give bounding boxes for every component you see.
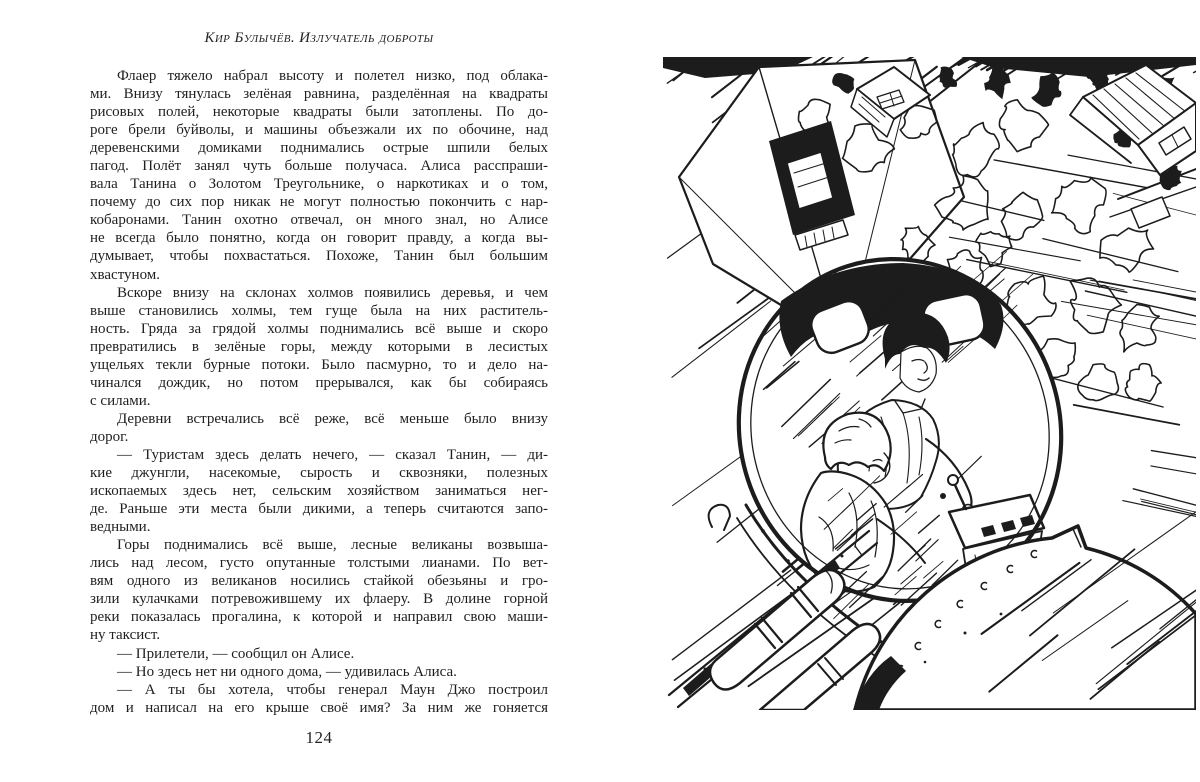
text-line: Вскоре внизу на склонах холмов появились деревья, и чем bbox=[117, 284, 548, 301]
mirror-handle bbox=[709, 505, 730, 530]
text-line: ность. Гряда за грядой холмы поднимались всё выше и скоро bbox=[90, 320, 548, 337]
text-line: превратились в зелёные горы, между которыми в лесистых bbox=[90, 338, 548, 355]
text-line: дорог. bbox=[90, 428, 129, 445]
field-lines bbox=[1123, 451, 1196, 528]
text-line: ископаемых здесь нет, сельским хозяйством заниматься нег- bbox=[90, 483, 548, 500]
right-page bbox=[663, 57, 1196, 710]
village-house-3 bbox=[1110, 169, 1196, 228]
text-line: деревенскими домиками поднимались острые шпили белых bbox=[90, 140, 548, 157]
text-line: кобаронами. Танин охотно отвечал, он много знал, но Алисе bbox=[90, 212, 548, 229]
text-line: ущельях текли бурные потоки. Было пасмурно, то и дело на- bbox=[90, 356, 548, 373]
text-line: рисовых полей, некоторые квадраты были затоплены. По до- bbox=[90, 104, 548, 121]
text-line: роге брели буйволы, и машины объезжали их по обочине, над bbox=[90, 122, 548, 139]
text-line: хвастуном. bbox=[90, 266, 161, 283]
text-line: почему до сих пор никак не могут полностью покончить с нар- bbox=[90, 194, 548, 211]
text-line: зили кулачками потревожившему их флаеру. В долине горной bbox=[90, 591, 548, 608]
text-line: де. Раньше эти места были дикими, а теперь считаются запо- bbox=[90, 501, 548, 518]
running-header: Кир Булычёв. Излучатель доброты bbox=[204, 30, 434, 46]
text-line: не всегда было понятно, когда он говорит правду, а когда вы- bbox=[90, 230, 548, 247]
text-line: дом и написал на его крыше своё имя? За ним же гоняется bbox=[90, 699, 548, 716]
page-number: 124 bbox=[305, 728, 333, 747]
text-line: реки показалась прогалина, к которой и направил свою маши- bbox=[90, 609, 548, 626]
text-line: Флаер тяжело набрал высоту и полетел низко, под облака- bbox=[117, 68, 548, 84]
text-line: кие джунгли, насекомые, сырость и сквозняки, полезных bbox=[90, 465, 548, 482]
text-line: ми. Внизу тянулась зелёная равнина, разделённая на квадраты bbox=[90, 86, 548, 103]
text-line: — Туристам здесь делать нечего, — сказал Танин, — ди- bbox=[117, 446, 548, 463]
text-line: — А ты бы хотела, чтобы генерал Маун Джо построил bbox=[117, 681, 548, 698]
left-page bbox=[90, 0, 548, 782]
text-block bbox=[90, 67, 548, 717]
text-line: выше становились холмы, тем гуще была на них раститель- bbox=[90, 302, 548, 319]
text-line: чинался дождик, но потом прерывался, как бы собираясь bbox=[90, 374, 548, 391]
text-line: лись над лесом, густо опутанные толстыми лианами. По вет- bbox=[90, 555, 548, 572]
text-line: ведными. bbox=[90, 519, 151, 536]
text-line: ну таксист. bbox=[90, 627, 161, 644]
text-line: вала Танина о Золотом Треугольнике, о наркотиках и о том, bbox=[90, 176, 548, 193]
text-line: вям одного из великанов носились стайкой обезьяны и гро- bbox=[90, 573, 548, 590]
text-line: с силами. bbox=[90, 392, 151, 409]
text-line: — Но здесь нет ни одного дома, — удивилась Алиса. bbox=[117, 663, 457, 680]
text-line: Горы поднимались всё выше, лесные великаны возвыша- bbox=[117, 537, 548, 554]
text-line: — Прилетели, — сообщил он Алисе. bbox=[117, 645, 355, 662]
text-line: думывает, чтобы похвастаться. Похоже, Танин был большим bbox=[90, 248, 548, 265]
flyer-illustration bbox=[663, 57, 1196, 710]
text-line: пагод. Полёт занял чуть больше получаса. Алиса расспраши- bbox=[90, 158, 548, 175]
text-line: Деревни встречались всё реже, всё меньше было внизу bbox=[117, 410, 548, 427]
